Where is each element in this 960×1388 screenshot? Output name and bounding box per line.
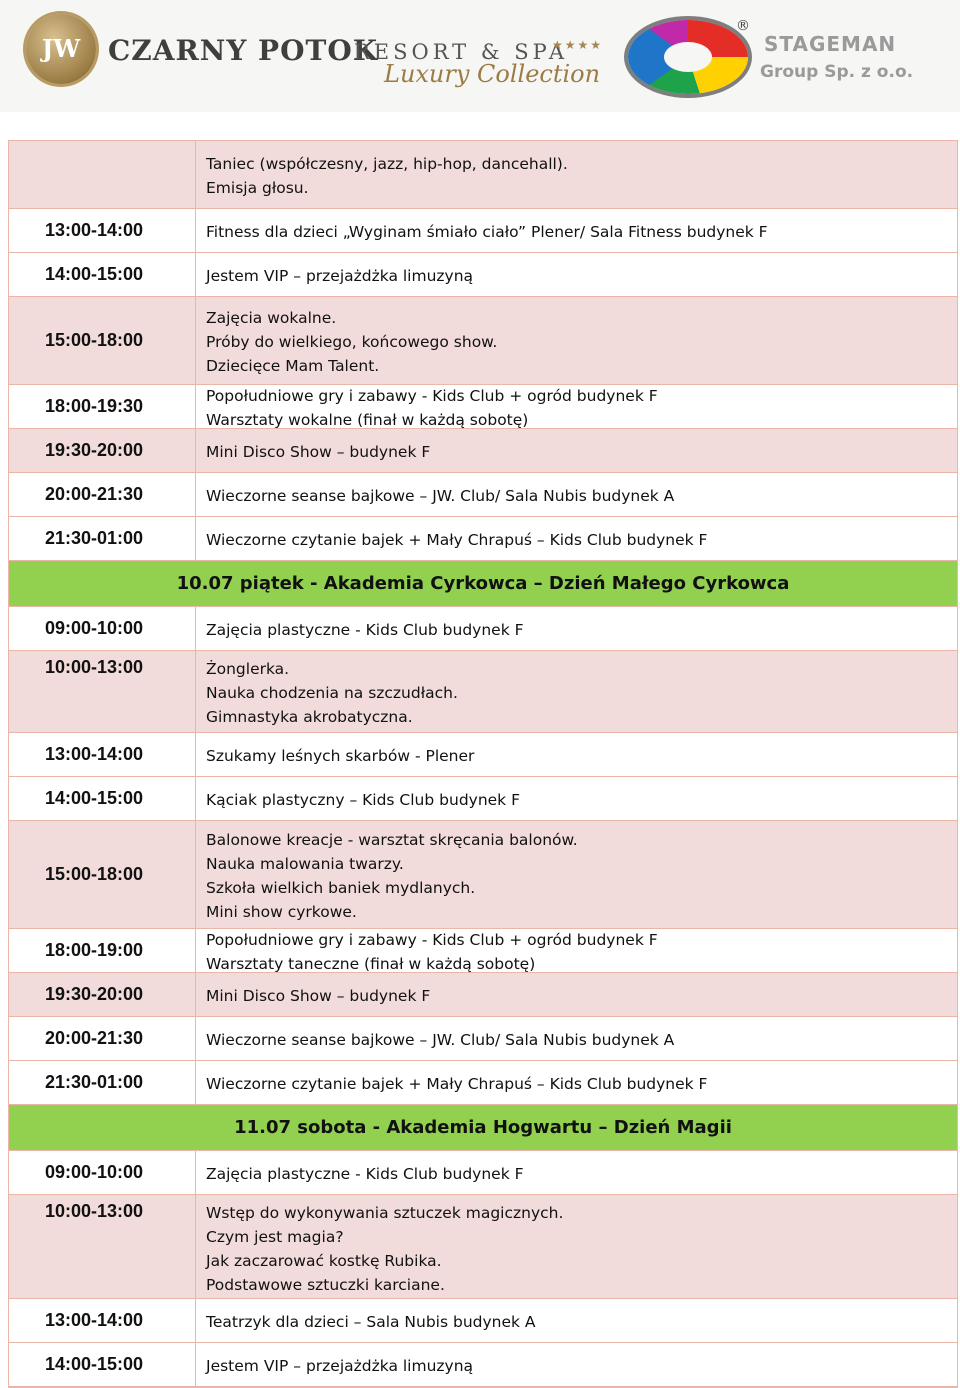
activity-line: Popołudniowe gry i zabawy - Kids Club + ogród budynek F — [206, 930, 658, 949]
activity-line: Wstęp do wykonywania sztuczek magicznych. — [206, 1204, 564, 1222]
activity-line: Warsztaty taneczne (finał w każdą sobotę) — [206, 954, 536, 973]
schedule-row — [8, 777, 958, 821]
jw-logo-text: JW — [41, 34, 81, 63]
activity-line: Nauka chodzenia na szczudłach. — [206, 684, 458, 702]
activity-line: Wieczorne seanse bajkowe – JW. Club/ Sala Nubis budynek A — [206, 486, 675, 505]
schedule-row — [8, 517, 958, 561]
time-slot: 14:00-15:00 — [45, 1354, 144, 1374]
schedule-row — [8, 253, 958, 297]
schedule-row — [8, 1017, 958, 1061]
stageman-name: STAGEMAN — [764, 32, 897, 56]
activity-cell — [195, 929, 957, 972]
time-slot: 18:00-19:30 — [45, 396, 144, 416]
schedule-row — [8, 929, 958, 973]
schedule-row — [8, 209, 958, 253]
registered-mark: ® — [736, 18, 750, 34]
brand-main-name: CZARNY POTOK — [108, 34, 379, 67]
activity-cell — [195, 517, 957, 560]
activity-cell — [195, 973, 957, 1016]
activity-line: Mini Disco Show – budynek F — [206, 442, 431, 461]
schedule-row — [8, 1195, 958, 1299]
time-slot: 19:30-20:00 — [45, 440, 144, 460]
day-header: 10.07 piątek - Akademia Cyrkowca – Dzień Małego Cyrkowca — [8, 561, 958, 607]
stageman-emblem-logo — [628, 20, 748, 94]
time-slot: 21:30-01:00 — [45, 528, 144, 548]
activity-cell — [195, 473, 957, 516]
activity-line: Zajęcia plastyczne - Kids Club budynek F — [206, 1164, 524, 1183]
activity-cell — [195, 1151, 957, 1194]
schedule-row — [8, 385, 958, 429]
time-slot: 14:00-15:00 — [45, 264, 144, 284]
activity-line: Balonowe kreacje - warsztat skręcania balonów. — [206, 830, 578, 849]
activity-line: Popołudniowe gry i zabawy - Kids Club + ogród budynek F — [206, 386, 658, 405]
activity-cell — [195, 821, 957, 928]
activity-cell — [195, 429, 957, 472]
brand-subtitle: RESORT & SPA — [354, 40, 568, 64]
page-header — [0, 0, 960, 112]
activity-line: Podstawowe sztuczki karciane. — [206, 1276, 445, 1294]
activity-line: Wieczorne czytanie bajek + Mały Chrapuś – Kids Club budynek F — [206, 530, 708, 549]
jw-resort-seal-logo — [26, 14, 96, 84]
activity-line: Taniec (współczesny, jazz, hip-hop, dancehall). — [206, 154, 568, 173]
activity-line: Zajęcia wokalne. — [206, 308, 337, 327]
time-slot: 14:00-15:00 — [45, 788, 144, 808]
time-slot: 15:00-18:00 — [45, 864, 144, 884]
activity-line: Szkoła wielkich baniek mydlanych. — [206, 878, 476, 897]
time-slot: 09:00-10:00 — [45, 618, 144, 638]
time-slot: 21:30-01:00 — [45, 1072, 144, 1092]
activity-cell — [195, 297, 957, 384]
brand-luxury-collection: Luxury Collection — [384, 60, 601, 88]
activity-cell — [195, 1017, 957, 1060]
activity-cell — [195, 607, 957, 650]
time-slot: 09:00-10:00 — [45, 1162, 144, 1182]
activity-line: Kąciak plastyczny – Kids Club budynek F — [206, 790, 521, 809]
activity-line: Fitness dla dzieci „Wyginam śmiało ciało” Plener/ Sala Fitness budynek F — [206, 222, 768, 241]
activity-line: Zajęcia plastyczne - Kids Club budynek F — [206, 620, 524, 639]
schedule-row — [8, 1061, 958, 1105]
time-slot: 19:30-20:00 — [45, 984, 144, 1004]
schedule-row — [8, 651, 958, 733]
activity-cell — [195, 385, 957, 428]
activity-line: Jestem VIP – przejażdżka limuzyną — [206, 266, 474, 285]
activity-line: Wieczorne seanse bajkowe – JW. Club/ Sala Nubis budynek A — [206, 1030, 675, 1049]
activity-line: Szukamy leśnych skarbów - Plener — [206, 746, 475, 765]
activity-line: Czym jest magia? — [206, 1228, 344, 1246]
time-slot: 20:00-21:30 — [45, 484, 144, 504]
time-slot: 18:00-19:00 — [45, 940, 144, 960]
schedule-row — [8, 297, 958, 385]
time-slot: 13:00-14:00 — [45, 744, 144, 764]
stageman-group: Group Sp. z o.o. — [760, 62, 914, 82]
time-slot: 13:00-14:00 — [45, 220, 144, 240]
activity-cell — [195, 777, 957, 820]
activity-line: Mini Disco Show – budynek F — [206, 986, 431, 1005]
time-slot: 10:00-13:00 — [45, 657, 144, 677]
activity-cell — [195, 1299, 957, 1342]
activity-line: Mini show cyrkowe. — [206, 902, 357, 921]
activity-cell — [195, 1061, 957, 1104]
brand-stars: ★★★★ — [552, 38, 604, 52]
activity-cell — [195, 209, 957, 252]
activity-cell — [195, 141, 957, 208]
schedule-row — [8, 1299, 958, 1343]
schedule-row — [8, 733, 958, 777]
time-slot: 20:00-21:30 — [45, 1028, 144, 1048]
schedule-row — [8, 429, 958, 473]
time-slot — [9, 141, 195, 208]
activity-cell — [195, 733, 957, 776]
activity-cell — [195, 253, 957, 296]
activity-line: Emisja głosu. — [206, 178, 309, 197]
activity-line: Gimnastyka akrobatyczna. — [206, 708, 413, 726]
time-slot: 10:00-13:00 — [45, 1201, 144, 1221]
schedule-table — [8, 140, 958, 1388]
schedule-row — [8, 1151, 958, 1195]
schedule-row — [8, 1343, 958, 1387]
time-slot: 15:00-18:00 — [45, 330, 144, 350]
activity-line: Wieczorne czytanie bajek + Mały Chrapuś – Kids Club budynek F — [206, 1074, 708, 1093]
activity-line: Warsztaty wokalne (finał w każdą sobotę) — [206, 410, 529, 429]
activity-line: Próby do wielkiego, końcowego show. — [206, 332, 498, 351]
activity-cell — [195, 651, 957, 732]
activity-line: Dziecięce Mam Talent. — [206, 356, 380, 375]
schedule-row — [8, 607, 958, 651]
activity-line: Żonglerka. — [206, 660, 290, 678]
activity-line: Jestem VIP – przejażdżka limuzyną — [206, 1356, 474, 1375]
schedule-row — [8, 821, 958, 929]
activity-line: Jak zaczarować kostkę Rubika. — [206, 1252, 442, 1270]
day-header: 11.07 sobota - Akademia Hogwartu – Dzień Magii — [8, 1105, 958, 1151]
activity-line: Nauka malowania twarzy. — [206, 854, 404, 873]
time-slot: 13:00-14:00 — [45, 1310, 144, 1330]
schedule-row — [8, 973, 958, 1017]
schedule-row — [8, 473, 958, 517]
schedule-row — [8, 141, 958, 209]
activity-line: Teatrzyk dla dzieci – Sala Nubis budynek A — [206, 1312, 536, 1331]
activity-cell — [195, 1195, 957, 1298]
